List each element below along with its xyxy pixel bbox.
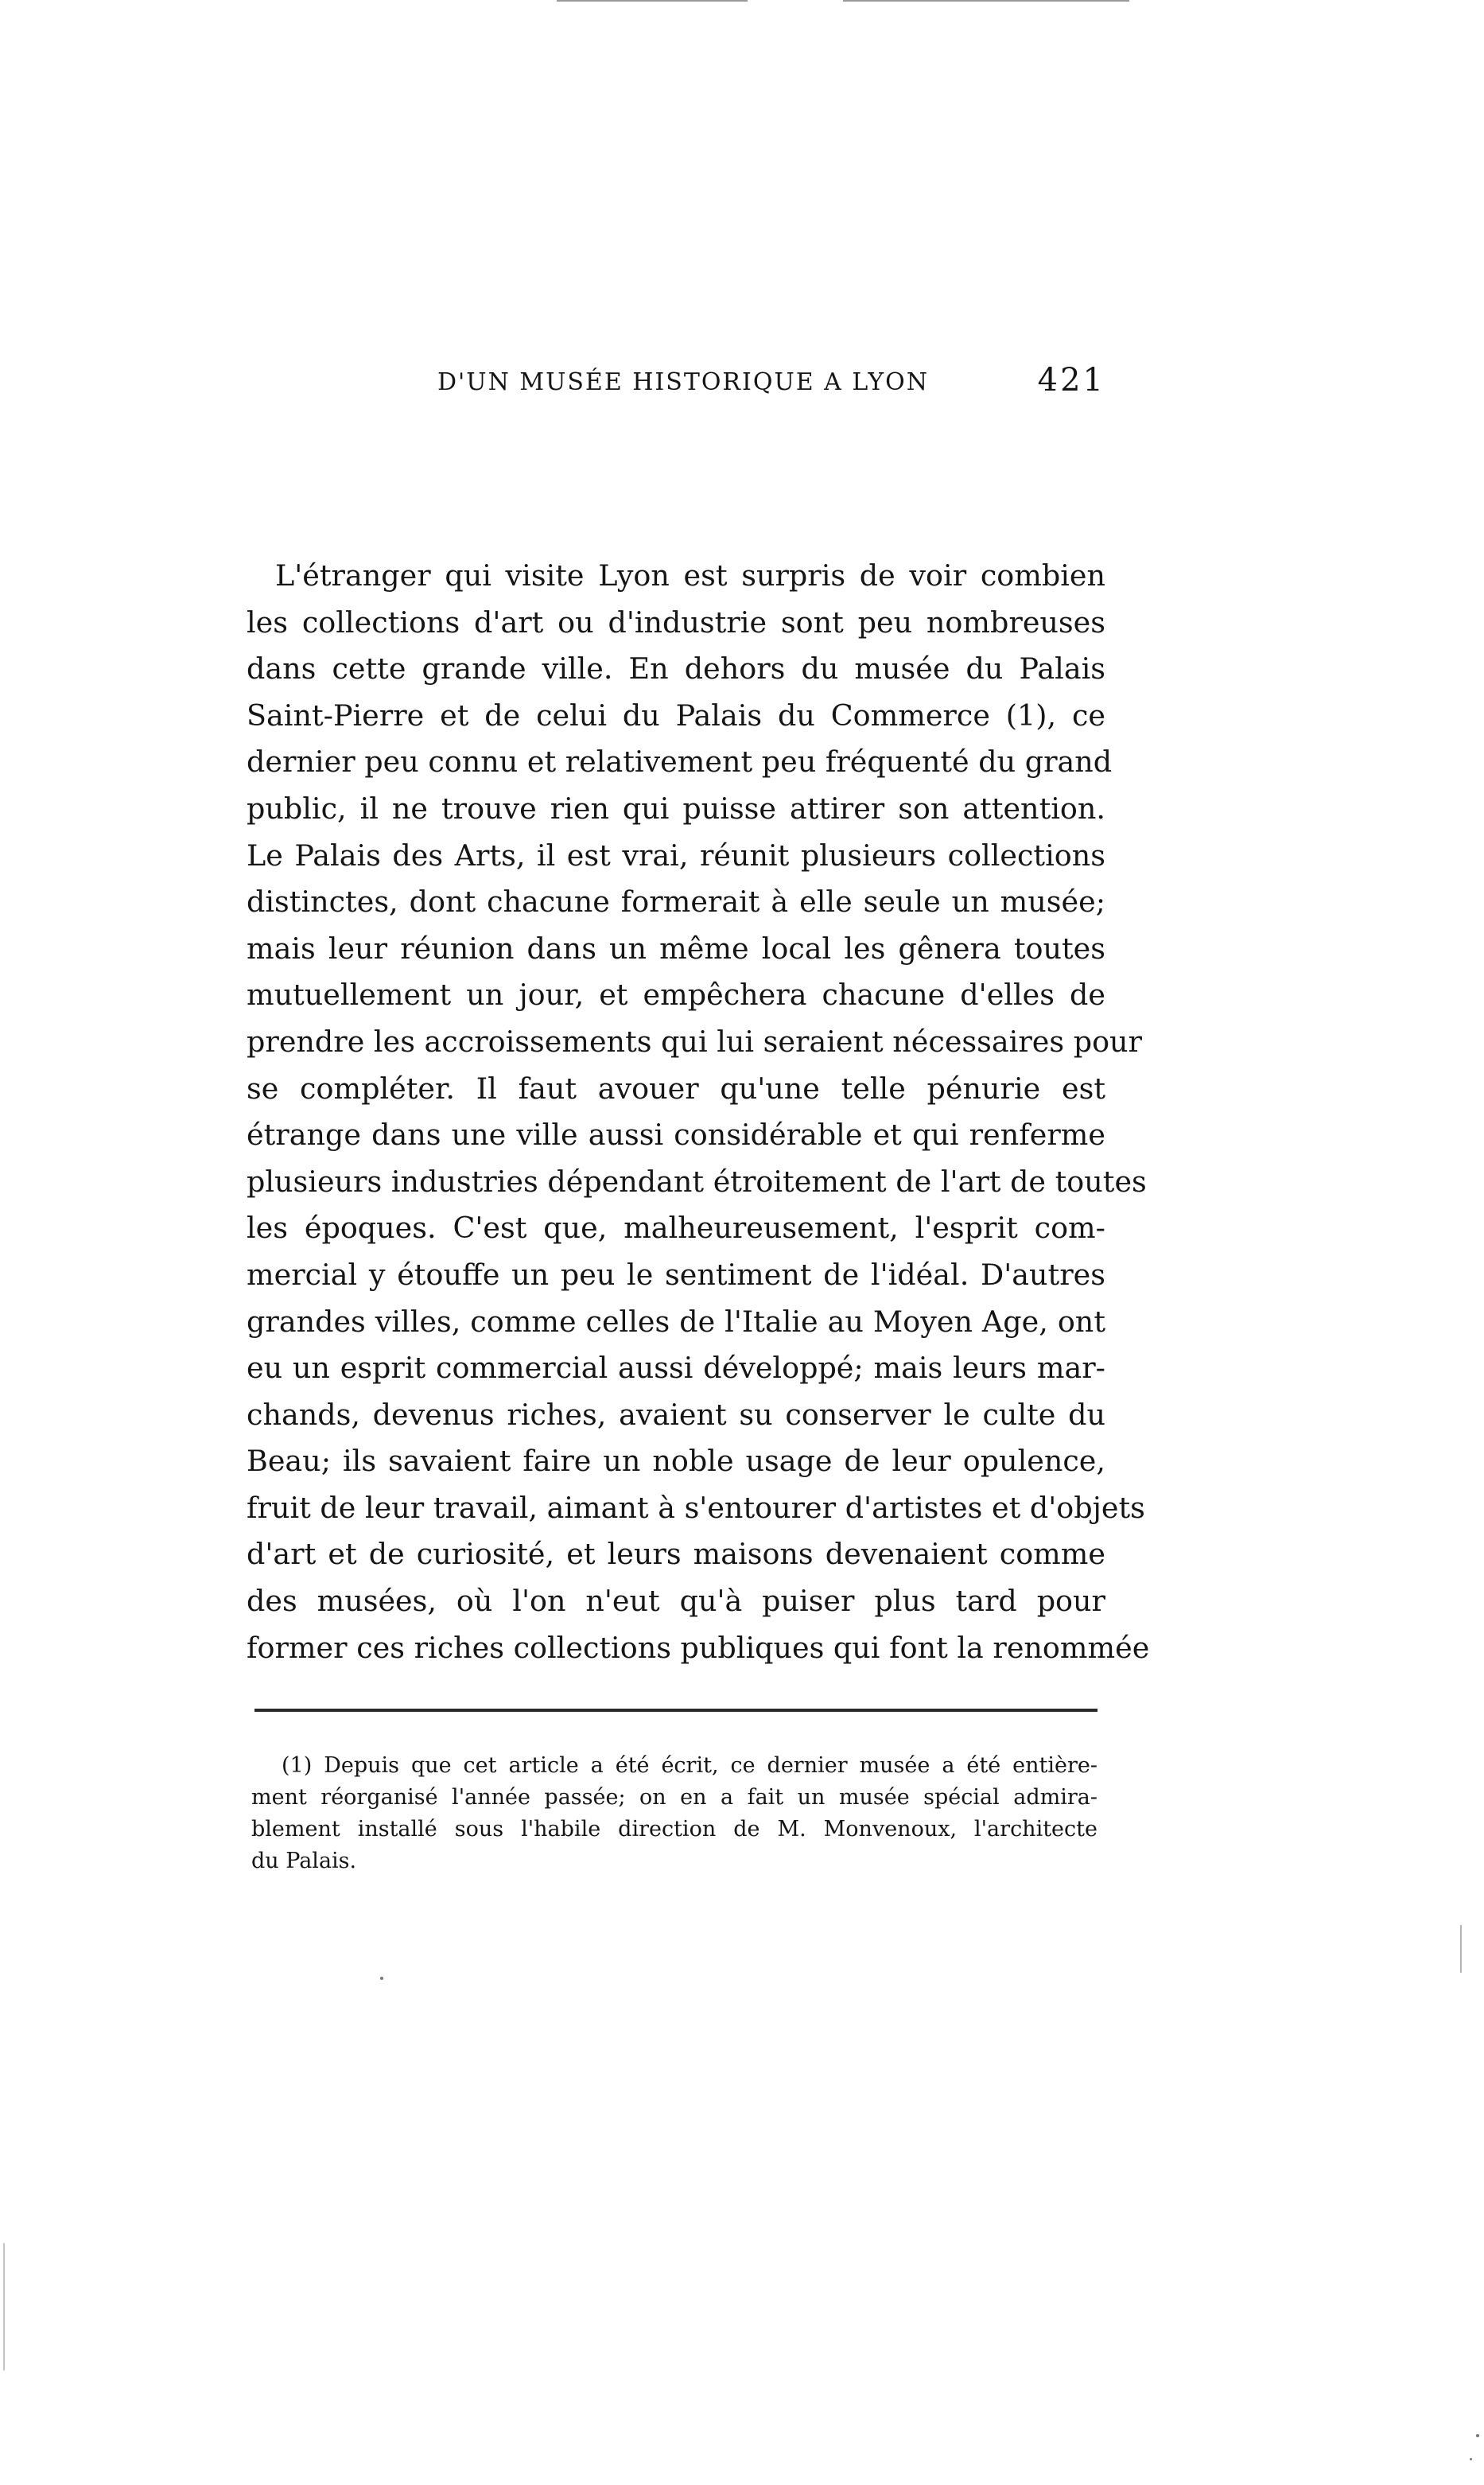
footnote-line: ment réorganisé l'année passée; on en a fait un musée spécial admira- (251, 1785, 1097, 1810)
scan-speck (380, 1977, 383, 1980)
text-line: dans cette grande ville. En dehors du musée du Palais (247, 651, 1105, 686)
text-line: se compléter. Il faut avouer qu'une telle pénurie est (247, 1071, 1105, 1106)
text-line: Saint-Pierre et de celui du Palais du Commerce (1), ce (247, 698, 1105, 733)
scan-speck (1476, 2434, 1479, 2437)
footnote-line: (1) Depuis que cet article a été écrit, ce dernier musée a été entière- (282, 1753, 1097, 1778)
scan-artifact-right-edge (1460, 1925, 1462, 1973)
running-title: D'UN MUSÉE HISTORIQUE A LYON (437, 368, 930, 396)
footnote-line: blement installé sous l'habile direction de M. Monvenoux, l'architecte (251, 1817, 1097, 1841)
text-line: les collections d'art ou d'industrie sont peu nombreuses (247, 605, 1105, 640)
running-head (247, 362, 1105, 410)
text-line: grandes villes, comme celles de l'Italie au Moyen Age, ont (247, 1304, 1105, 1339)
text-line: mercial y étouffe un peu le sentiment de l'idéal. D'autres (247, 1257, 1105, 1292)
text-line: former ces riches collections publiques qui font la renommée (247, 1630, 1150, 1665)
footnote-line: du Palais. (251, 1849, 357, 1873)
text-line: mutuellement un jour, et empêchera chacune d'elles de (247, 978, 1105, 1013)
footnote (251, 1750, 1097, 1877)
text-line: étrange dans une ville aussi considérable et qui renferme (247, 1118, 1105, 1153)
text-line: mais leur réunion dans un même local les gênera toutes (247, 931, 1105, 966)
scan-artifact-top-right (843, 0, 1129, 2)
page-number: 421 (1037, 362, 1105, 399)
text-line: Beau; ils savaient faire un noble usage de leur opulence, (247, 1444, 1105, 1479)
text-line: prendre les accroissements qui lui seraient nécessaires pour (247, 1024, 1142, 1059)
footnote-rule (254, 1709, 1097, 1712)
text-line: chands, devenus riches, avaient su conserver le culte du (247, 1397, 1105, 1432)
text-line: les époques. C'est que, malheureusement, l'esprit com- (247, 1211, 1105, 1246)
text-line: Le Palais des Arts, il est vrai, réunit plusieurs collections (247, 838, 1105, 873)
text-line: des musées, où l'on n'eut qu'à puiser plus tard pour (247, 1584, 1105, 1619)
text-line: fruit de leur travail, aimant à s'entourer d'artistes et d'objets (247, 1490, 1145, 1525)
text-line: L'étranger qui visite Lyon est surpris de voir combien (275, 558, 1105, 593)
text-line: plusieurs industries dépendant étroitement de l'art de toutes (247, 1164, 1147, 1199)
body-text (247, 553, 1150, 1671)
text-line: distinctes, dont chacune formerait à elle seule un musée; (247, 885, 1105, 920)
scan-artifact-top (557, 0, 748, 2)
text-line: dernier peu connu et relativement peu fréquenté du grand (247, 745, 1113, 780)
scan-artifact-left-edge (3, 2243, 5, 2370)
text-line: d'art et de curiosité, et leurs maisons devenaient comme (247, 1537, 1105, 1572)
text-line: eu un esprit commercial aussi développé; mais leurs mar- (247, 1351, 1105, 1386)
scan-speck (1470, 2458, 1472, 2460)
text-line: public, il ne trouve rien qui puisse attirer son attention. (247, 791, 1105, 826)
